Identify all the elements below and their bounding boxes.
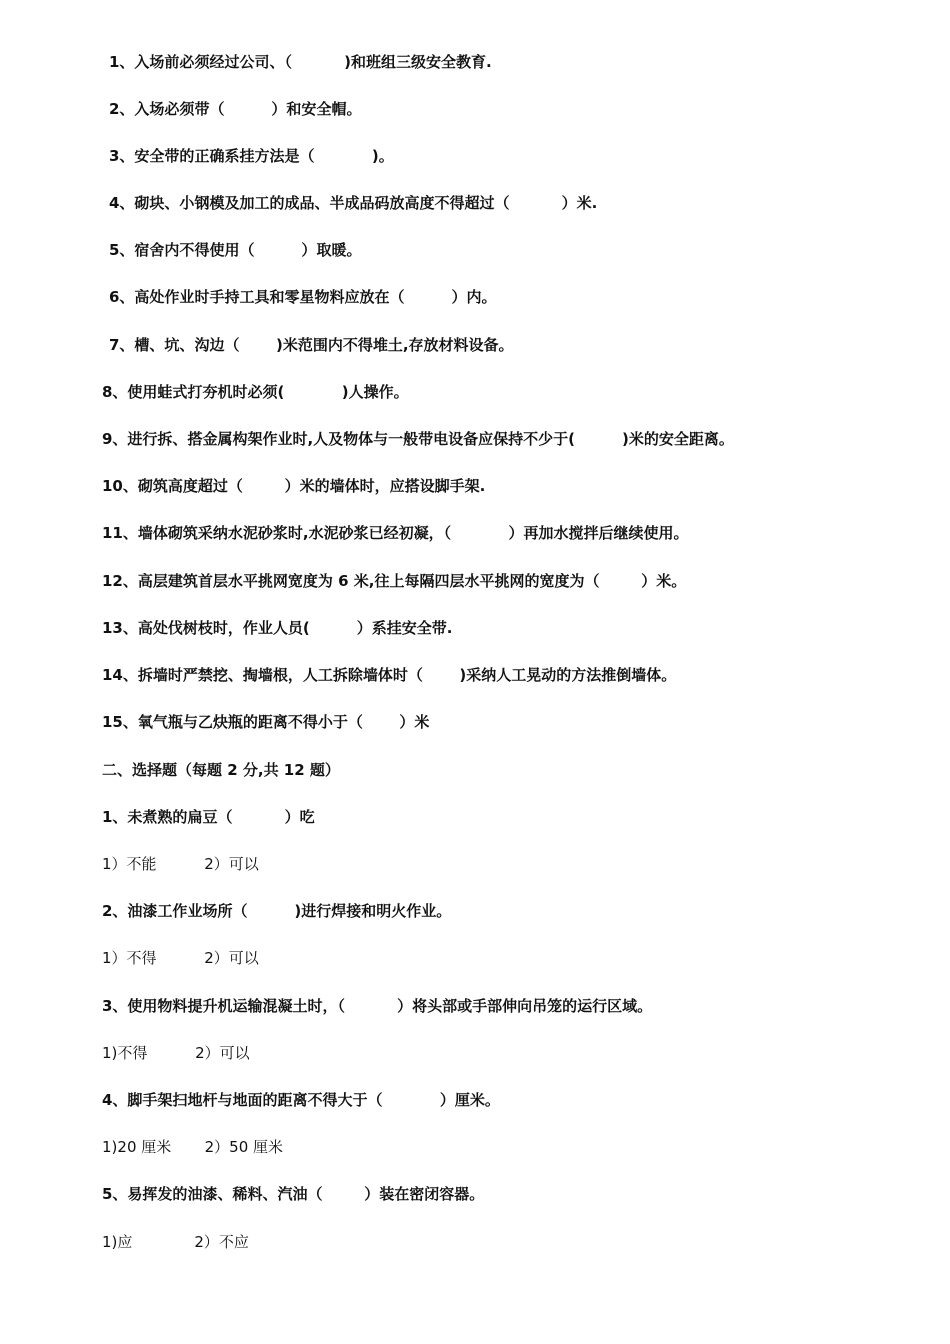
choice-question-5: 5、易挥发的油漆、稀料、汽油（ ）装在密闭容器。	[102, 1185, 485, 1203]
fill-in-question-15: 15、氧气瓶与乙炔瓶的距离不得小于（ ）米	[102, 713, 430, 731]
choice-options-2: 1）不得 2）可以	[102, 949, 259, 967]
fill-in-question-11: 11、墙体砌筑采纳水泥砂浆时,水泥砂浆已经初凝，（ ）再加水搅拌后继续使用。	[102, 524, 689, 542]
fill-in-question-4: 4、砌块、小钢模及加工的成品、半成品码放高度不得超过（ ）米.	[109, 194, 598, 212]
choice-options-3: 1)不得 2）可以	[102, 1044, 250, 1062]
fill-in-question-12: 12、高层建筑首层水平挑网宽度为 6 米,往上每隔四层水平挑网的宽度为（ ）米。	[102, 572, 687, 590]
fill-in-question-7: 7、槽、坑、沟边（ )米范围内不得堆土,存放材料设备。	[109, 336, 514, 354]
fill-in-question-1: 1、入场前必须经过公司、（ )和班组三级安全教育.	[109, 53, 492, 71]
choice-question-1: 1、未煮熟的扁豆（ ）吃	[102, 808, 315, 826]
fill-in-question-2: 2、入场必须带（ ）和安全帽。	[109, 100, 362, 118]
choice-question-4: 4、脚手架扫地杆与地面的距离不得大于（ ）厘米。	[102, 1091, 500, 1109]
fill-in-question-9: 9、进行拆、搭金属构架作业时,人及物体与一般带电设备应保持不少于( )米的安全距离。	[102, 430, 734, 448]
fill-in-question-13: 13、高处伐树枝时，作业人员( ）系挂安全带.	[102, 619, 453, 637]
fill-in-question-6: 6、高处作业时手持工具和零星物料应放在（ ）内。	[109, 288, 497, 306]
fill-in-question-14: 14、拆墙时严禁挖、掏墙根，人工拆除墙体时（ )采纳人工晃动的方法推倒墙体。	[102, 666, 677, 684]
fill-in-question-8: 8、使用蛙式打夯机时必须( )人操作。	[102, 383, 409, 401]
choice-options-4: 1)20 厘米 2）50 厘米	[102, 1138, 284, 1156]
choice-question-2: 2、油漆工作业场所（ )进行焊接和明火作业。	[102, 902, 452, 920]
fill-in-question-5: 5、宿舍内不得使用（ ）取暖。	[109, 241, 362, 259]
choice-question-3: 3、使用物料提升机运输混凝土时，（ ）将头部或手部伸向吊笼的运行区域。	[102, 997, 653, 1015]
choice-options-5: 1)应 2）不应	[102, 1233, 249, 1251]
choice-options-1: 1）不能 2）可以	[102, 855, 259, 873]
section-heading-multiple-choice: 二、选择题（每题 2 分,共 12 题）	[102, 761, 340, 779]
fill-in-question-3: 3、安全带的正确系挂方法是（ )。	[109, 147, 394, 165]
fill-in-question-10: 10、砌筑高度超过（ ）米的墙体时，应搭设脚手架.	[102, 477, 486, 495]
